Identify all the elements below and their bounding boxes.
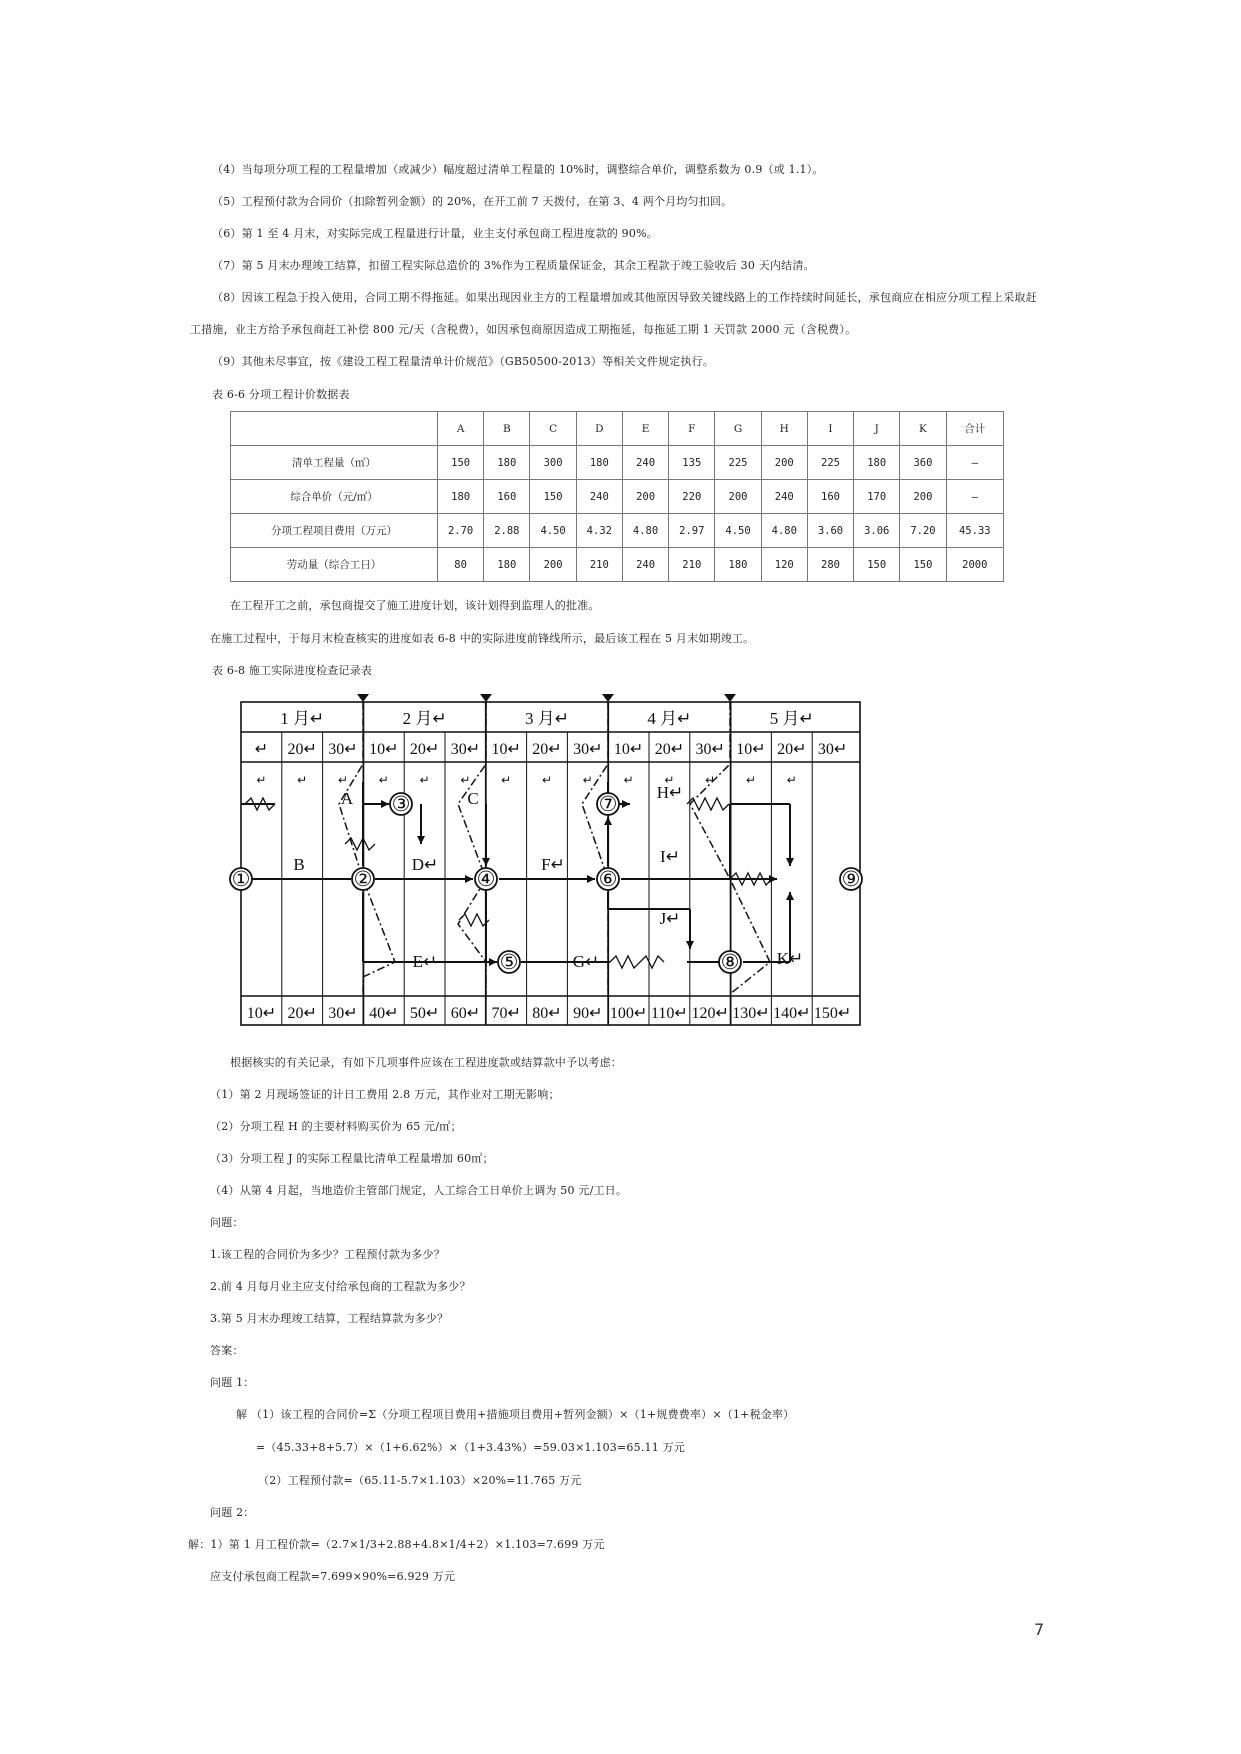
value-cell: 170 bbox=[854, 480, 900, 514]
plan-paragraph: 在工程开工之前，承包商提交了施工进度计划，该计划得到监理人的批准。 bbox=[230, 599, 600, 612]
row-mark: ↵ bbox=[297, 773, 308, 787]
bottom-tick-label: 130↵ bbox=[732, 1005, 770, 1022]
question-1: 1.该工程的合同价为多少？工程预付款为多少？ bbox=[210, 1248, 445, 1261]
value-cell: 225 bbox=[715, 446, 761, 480]
value-cell: 300 bbox=[530, 446, 576, 480]
value-cell: 210 bbox=[576, 548, 622, 582]
header-cell: D bbox=[576, 412, 622, 446]
value-cell: 4.50 bbox=[530, 514, 576, 548]
day-tick-label: 10↵ bbox=[369, 741, 399, 758]
value-cell: 180 bbox=[484, 446, 530, 480]
bottom-tick-label: 100↵ bbox=[609, 1005, 648, 1022]
day-tick-label: 30↵ bbox=[817, 741, 848, 758]
bottom-tick-label: 70↵ bbox=[491, 1005, 521, 1022]
value-cell: 45.33 bbox=[946, 514, 1003, 548]
row-label-cell: 分项工程项目费用（万元） bbox=[231, 514, 438, 548]
event-node-label: ③ bbox=[391, 792, 411, 816]
value-cell: 200 bbox=[530, 548, 576, 582]
event-node-label: ④ bbox=[476, 867, 496, 891]
day-tick-label: 30↵ bbox=[450, 741, 481, 758]
clause-4: （4）当每项分项工程的工程量增加（或减少）幅度超过清单工程量的 10%时，调整综合单价，调整系数为 0.9（或 1.1）。 bbox=[212, 163, 824, 176]
questions-title: 问题： bbox=[210, 1216, 244, 1229]
row-mark: ↵ bbox=[705, 773, 716, 787]
progress-paragraph: 在施工过程中，于每月末检查核实的进度如表 6-8 中的实际进度前锋线所示，最后该工程在 5 月末如期竣工。 bbox=[210, 632, 755, 645]
value-cell: 200 bbox=[715, 480, 761, 514]
row-label-cell: 综合单价（元/㎡） bbox=[231, 480, 438, 514]
event-node-label: ⑧ bbox=[720, 950, 740, 974]
value-cell: 210 bbox=[669, 548, 715, 582]
activity-label: K↵ bbox=[776, 949, 804, 968]
row-mark: ↵ bbox=[745, 773, 757, 787]
day-tick-label: 30↵ bbox=[328, 741, 358, 758]
bottom-tick-label: 110↵ bbox=[650, 1005, 688, 1022]
header-cell: F bbox=[669, 412, 715, 446]
page-number: 7 bbox=[1034, 1620, 1045, 1639]
record-3: （3）分项工程 J 的实际工程量比清单工程量增加 60㎡； bbox=[210, 1152, 494, 1165]
header-cell: K bbox=[900, 412, 946, 446]
q2-line-2: 应支付承包商工程款=7.699×90%=6.929 万元 bbox=[210, 1570, 456, 1583]
event-node-label: ⑨ bbox=[841, 867, 861, 891]
header-cell: H bbox=[761, 412, 807, 446]
value-cell: 180 bbox=[715, 548, 761, 582]
value-cell: 80 bbox=[438, 548, 484, 582]
day-tick-label: 10↵ bbox=[736, 741, 766, 758]
value-cell: 4.32 bbox=[576, 514, 622, 548]
activity-label: I↵ bbox=[660, 847, 680, 866]
month-label: 4 月↵ bbox=[647, 709, 692, 728]
record-2: （2）分项工程 H 的主要材料购买价为 65 元/㎡； bbox=[210, 1120, 462, 1133]
header-cell: E bbox=[622, 412, 668, 446]
row-mark: ↵ bbox=[256, 773, 267, 787]
value-cell: 160 bbox=[807, 480, 853, 514]
value-cell: 180 bbox=[484, 548, 530, 582]
value-cell: 4.50 bbox=[715, 514, 761, 548]
clause-9: （9）其他未尽事宜，按《建设工程工程量清单计价规范》（GB50500-2013）等相关文件规定执行。 bbox=[212, 355, 715, 368]
event-node-label: ⑥ bbox=[598, 867, 618, 891]
clause-8: （8）因该工程急于投入使用，合同工期不得拖延。如果出现因业主方的工程量增加或其他原因导致关键线路上的工作持续时间延长，承包商应在相应分项工程上采取赶 bbox=[212, 291, 1037, 304]
progress-network-diagram bbox=[231, 694, 875, 1034]
row-label-cell: 劳动量（综合工日） bbox=[231, 548, 438, 582]
day-tick-label: 30↵ bbox=[573, 741, 603, 758]
row-mark: ↵ bbox=[582, 773, 593, 787]
value-cell: 3.06 bbox=[854, 514, 900, 548]
header-corner-cell bbox=[231, 412, 438, 446]
header-cell: J bbox=[854, 412, 900, 446]
bottom-tick-label: 60↵ bbox=[450, 1005, 481, 1022]
clause-7: （7）第 5 月末办理竣工结算，扣留工程实际总造价的 3%作为工程质量保证金，其余工程款于竣工验收后 30 天内结清。 bbox=[212, 259, 815, 272]
day-tick-label: 20↵ bbox=[287, 741, 317, 758]
event-node-label: ① bbox=[231, 867, 251, 891]
value-cell: 280 bbox=[807, 548, 853, 582]
value-cell: 240 bbox=[622, 548, 668, 582]
q1-line-1: 解 （1）该工程的合同价=Σ（分项工程项目费用+措施项目费用+暂列金额）×（1+规费费率）×（1+税金率） bbox=[236, 1408, 795, 1421]
row-mark: ↵ bbox=[786, 773, 797, 787]
table-row bbox=[231, 480, 1004, 514]
bottom-tick-label: 10↵ bbox=[246, 1005, 277, 1022]
row-mark: ↵ bbox=[664, 773, 675, 787]
value-cell: 160 bbox=[484, 480, 530, 514]
records-intro: 根据核实的有关记录，有如下几项事件应该在工程进度款或结算款中予以考虑： bbox=[230, 1056, 622, 1069]
bottom-tick-label: 50↵ bbox=[409, 1005, 440, 1022]
value-cell: 7.20 bbox=[900, 514, 946, 548]
q1-title: 问题 1： bbox=[210, 1376, 255, 1389]
q1-line-2: =（45.33+8+5.7）×（1+6.62%）×（1+3.43%）=59.03×1.103=65.11 万元 bbox=[256, 1441, 686, 1454]
table-6-8-caption: 表 6-8 施工实际进度检查记录表 bbox=[212, 664, 373, 677]
record-1: （1）第 2 月现场签证的计日工费用 2.8 万元，其作业对工期无影响； bbox=[210, 1088, 560, 1101]
activity-label: B bbox=[293, 855, 305, 874]
value-cell: 4.80 bbox=[622, 514, 668, 548]
value-cell: 240 bbox=[761, 480, 807, 514]
day-tick-label: 20↵ bbox=[409, 741, 440, 758]
value-cell: 200 bbox=[761, 446, 807, 480]
header-cell: I bbox=[807, 412, 853, 446]
table-header-row bbox=[231, 412, 1004, 446]
clause-5: （5）工程预付款为合同价（扣除暂列金额）的 20%，在开工前 7 天拨付，在第 3、4 两个月均匀扣回。 bbox=[212, 195, 733, 208]
day-tick-label: 20↵ bbox=[777, 741, 807, 758]
q1-line-3: （2）工程预付款=（65.11-5.7×1.103）×20%=11.765 万元 bbox=[258, 1474, 582, 1487]
value-cell: 2.97 bbox=[669, 514, 715, 548]
value-cell: 360 bbox=[900, 446, 946, 480]
header-cell: 合计 bbox=[946, 412, 1003, 446]
table-6-6-caption: 表 6-6 分项工程计价数据表 bbox=[212, 388, 350, 401]
row-label-cell: 清单工程量（㎡） bbox=[231, 446, 438, 480]
event-node-label: ⑦ bbox=[598, 792, 618, 816]
bottom-tick-label: 150↵ bbox=[813, 1005, 852, 1022]
q2-line-1: 解：1）第 1 月工程价款=（2.7×1/3+2.88+4.8×1/4+2）×1.103=7.699 万元 bbox=[188, 1538, 605, 1551]
header-cell: A bbox=[438, 412, 484, 446]
month-label: 1 月↵ bbox=[280, 709, 325, 728]
row-mark: ↵ bbox=[501, 773, 512, 787]
day-tick-label: 20↵ bbox=[654, 741, 685, 758]
answer-title: 答案： bbox=[210, 1344, 244, 1357]
value-cell: 220 bbox=[669, 480, 715, 514]
bottom-tick-label: 40↵ bbox=[369, 1005, 399, 1022]
value-cell: 225 bbox=[807, 446, 853, 480]
value-cell: — bbox=[946, 446, 1003, 480]
question-2: 2.前 4 月每月业主应支付给承包商的工程款为多少？ bbox=[210, 1280, 471, 1293]
header-cell: C bbox=[530, 412, 576, 446]
value-cell: 180 bbox=[576, 446, 622, 480]
q2-title: 问题 2： bbox=[210, 1506, 255, 1519]
bottom-tick-label: 30↵ bbox=[328, 1005, 358, 1022]
activity-label: F↵ bbox=[541, 855, 565, 874]
value-cell: 2.70 bbox=[438, 514, 484, 548]
activity-label: A bbox=[340, 789, 354, 808]
day-tick-label: ↵ bbox=[254, 741, 269, 758]
value-cell: 2000 bbox=[946, 548, 1003, 582]
value-cell: 135 bbox=[669, 446, 715, 480]
activity-label: G↵ bbox=[572, 952, 600, 971]
value-cell: 3.60 bbox=[807, 514, 853, 548]
value-cell: 4.80 bbox=[761, 514, 807, 548]
value-cell: 150 bbox=[900, 548, 946, 582]
pricing-table bbox=[230, 411, 1004, 582]
value-cell: — bbox=[946, 480, 1003, 514]
day-tick-label: 30↵ bbox=[695, 741, 725, 758]
value-cell: 180 bbox=[854, 446, 900, 480]
header-cell: G bbox=[715, 412, 761, 446]
value-cell: 120 bbox=[761, 548, 807, 582]
bottom-tick-label: 140↵ bbox=[773, 1005, 811, 1022]
value-cell: 150 bbox=[438, 446, 484, 480]
month-label: 3 月↵ bbox=[525, 709, 569, 728]
value-cell: 240 bbox=[576, 480, 622, 514]
value-cell: 200 bbox=[900, 480, 946, 514]
activity-label: D↵ bbox=[411, 855, 439, 874]
event-node-label: ② bbox=[353, 867, 373, 891]
question-3: 3.第 5 月末办理竣工结算，工程结算款为多少？ bbox=[210, 1312, 449, 1325]
clause-8-cont: 工措施，业主方给予承包商赶工补偿 800 元/天（含税费），如因承包商原因造成工期拖延，每拖延工期 1 天罚款 2000 元（含税费）。 bbox=[190, 323, 857, 336]
day-tick-label: 10↵ bbox=[491, 741, 521, 758]
row-mark: ↵ bbox=[623, 773, 634, 787]
row-mark: ↵ bbox=[541, 773, 553, 787]
month-label: 5 月↵ bbox=[769, 709, 814, 728]
row-mark: ↵ bbox=[337, 773, 349, 787]
table-row bbox=[231, 514, 1004, 548]
month-label: 2 月↵ bbox=[402, 709, 447, 728]
bottom-tick-label: 20↵ bbox=[287, 1005, 317, 1022]
activity-label: C bbox=[467, 789, 479, 808]
activity-label: J↵ bbox=[659, 909, 681, 928]
row-mark: ↵ bbox=[460, 773, 471, 787]
row-mark: ↵ bbox=[419, 773, 430, 787]
clause-6: （6）第 1 至 4 月末，对实际完成工程量进行计量，业主支付承包商工程进度款的 90%。 bbox=[212, 227, 658, 240]
bottom-tick-label: 120↵ bbox=[691, 1005, 729, 1022]
value-cell: 240 bbox=[622, 446, 668, 480]
bottom-tick-label: 80↵ bbox=[532, 1005, 562, 1022]
value-cell: 150 bbox=[854, 548, 900, 582]
day-tick-label: 10↵ bbox=[613, 741, 644, 758]
event-node-label: ⑤ bbox=[499, 950, 519, 974]
record-4: （4）从第 4 月起，当地造价主管部门规定，人工综合工日单价上调为 50 元/工日。 bbox=[210, 1184, 628, 1197]
activity-label: H↵ bbox=[656, 783, 684, 802]
row-mark: ↵ bbox=[378, 773, 389, 787]
day-tick-label: 20↵ bbox=[532, 741, 562, 758]
value-cell: 180 bbox=[438, 480, 484, 514]
table-row bbox=[231, 446, 1004, 480]
bottom-tick-label: 90↵ bbox=[573, 1005, 603, 1022]
table-row bbox=[231, 548, 1004, 582]
activity-label: E↵ bbox=[412, 952, 438, 971]
header-cell: B bbox=[484, 412, 530, 446]
value-cell: 2.88 bbox=[484, 514, 530, 548]
value-cell: 200 bbox=[622, 480, 668, 514]
value-cell: 150 bbox=[530, 480, 576, 514]
